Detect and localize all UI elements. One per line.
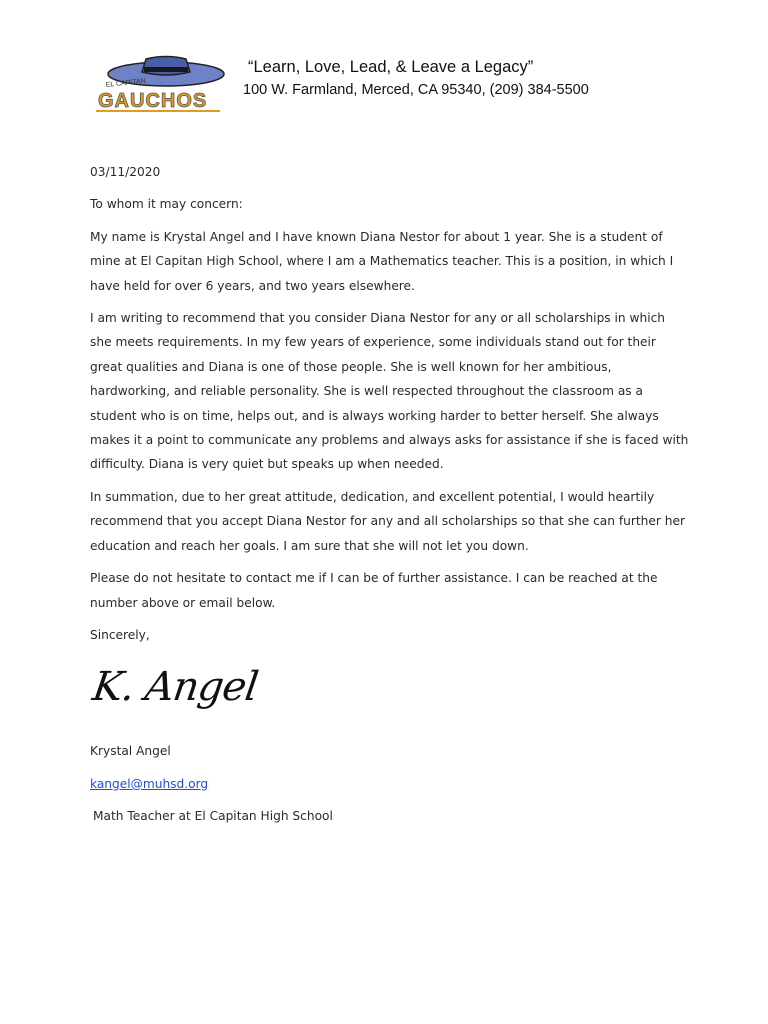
letter-date: 03/11/2020 xyxy=(90,165,161,179)
school-address: 100 W. Farmland, Merced, CA 95340, (209) 384-5500 xyxy=(243,82,589,98)
hat-crown xyxy=(142,57,190,76)
signer-title: Math Teacher at El Capitan High School xyxy=(93,809,333,824)
gauchos-logo xyxy=(92,54,228,114)
letter-paragraph: My name is Krystal Angel and I have known Diana Nestor for about 1 year. She is a student of mine at El Capitan High School, where I am a Mathematics teacher. This is a position, in which I have held for over 6 years, and two years elsewhere. xyxy=(90,229,674,293)
logo-word: GAUCHOS xyxy=(98,90,208,112)
letter-paragraph: Please do not hesitate to contact me if I can be of further assistance. I can be reached at the number above or email below. xyxy=(90,571,658,610)
school-motto: “Learn, Love, Lead, & Leave a Legacy” xyxy=(248,58,534,76)
logo-top-text: EL CAPITAN xyxy=(105,77,147,89)
letter-salutation: To whom it may concern: xyxy=(90,197,243,212)
signer-name: Krystal Angel xyxy=(90,744,171,759)
handwritten-signature: K. Angel xyxy=(89,664,261,711)
letter-paragraph: I am writing to recommend that you consider Diana Nestor for any or all scholarships in which she meets requirements. In my few years of experience, some individuals stand out for their great qualities and Diana is one of those people. She is well known for her ambitious, hardworking, and reliable personality. She is well respected throughout the classroom as a student who is on time, helps out, and is always working harder to better herself. She always makes it a point to communicate any problems and always asks for assistance if she is faced with difficulty. Diana is very quiet but speaks up when needed. xyxy=(90,311,689,472)
signer-email-link[interactable]: kangel@muhsd.org xyxy=(90,776,209,791)
letter-paragraph: In summation, due to her great attitude, dedication, and excellent potential, I would heartily recommend that you accept Diana Nestor for any and all scholarships so that she can further her education and reach her goals. I am sure that she will not let you down. xyxy=(90,489,686,553)
letter-closing: Sincerely, xyxy=(90,627,150,642)
hat-band xyxy=(144,67,188,72)
letter-body xyxy=(90,160,690,837)
